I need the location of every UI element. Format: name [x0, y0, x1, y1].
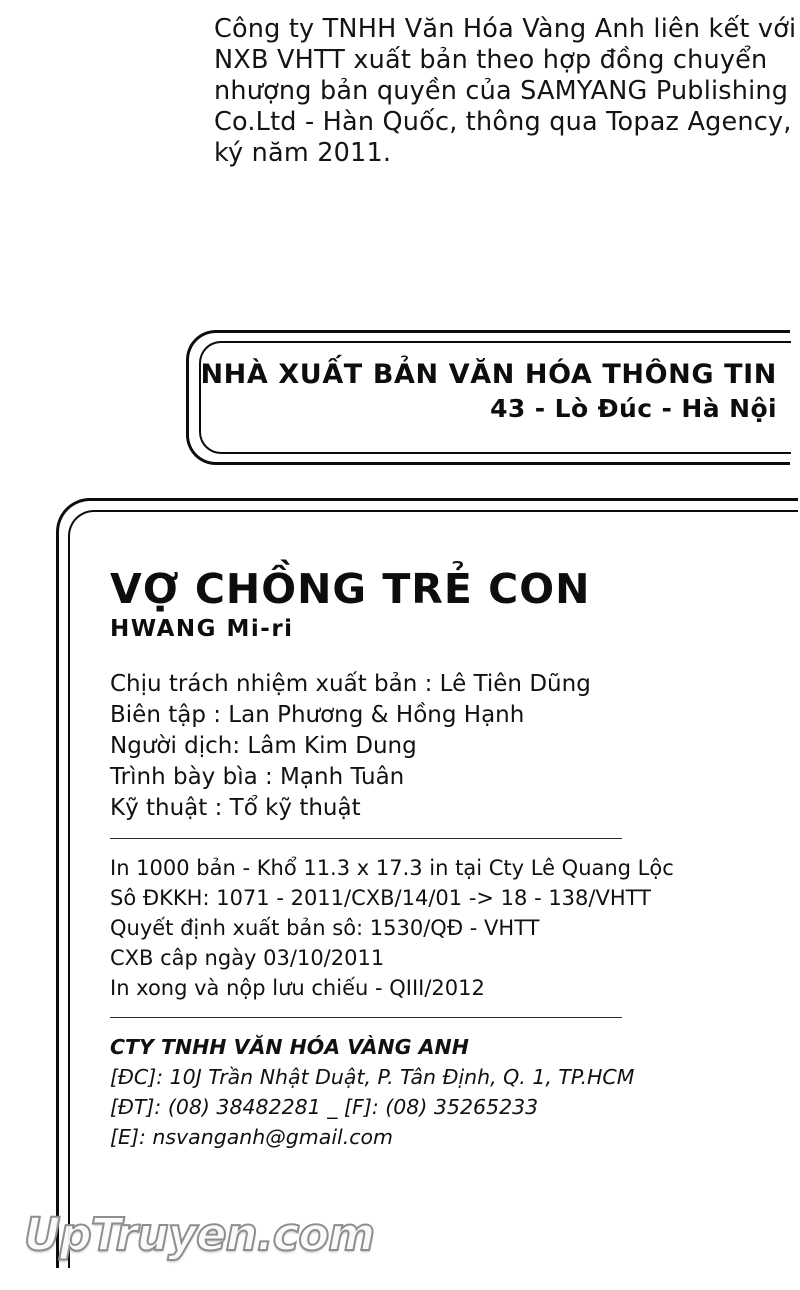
copyright-line-4: Co.Ltd - Hàn Quốc, thông qua Topaz Agency,	[214, 107, 792, 137]
copyright-notice	[214, 14, 797, 169]
book-author: HWANG Mi-ri	[110, 616, 294, 642]
production-line: CXB câp ngày 03/10/2011	[110, 946, 385, 970]
copyright-line-3: nhượng bản quyền của SAMYANG Publishing	[214, 76, 789, 106]
credit-line: Kỹ thuật : Tổ kỹ thuật	[110, 795, 361, 821]
company-name: CTY TNHH VĂN HÓA VÀNG ANH	[110, 1035, 469, 1059]
watermark-uptruyen: UpTruyen.com	[24, 1208, 375, 1261]
credit-line: Chịu trách nhiệm xuất bản : Lê Tiên Dũng	[110, 671, 591, 697]
credit-line: Trình bày bìa : Mạnh Tuân	[110, 764, 405, 790]
divider-bottom	[110, 1017, 622, 1018]
company-address: [ĐC]: 10J Trần Nhật Duật, P. Tân Định, Q. 1, TP.HCM	[110, 1065, 635, 1089]
book-title: VỢ CHỒNG TRẺ CON	[110, 565, 591, 613]
publisher-block	[200, 358, 777, 426]
copyright-line-1: Công ty TNHH Văn Hóa Vàng Anh liên kết với	[214, 14, 797, 44]
production-line: In xong và nộp lưu chiếu - QIII/2012	[110, 976, 485, 1000]
company-email: [E]: nsvanganh@gmail.com	[110, 1125, 394, 1149]
credit-line: Người dịch: Lâm Kim Dung	[110, 733, 417, 759]
copyright-line-5: ký năm 2011.	[214, 138, 392, 168]
credits-list	[110, 669, 770, 824]
production-line: In 1000 bản - Khổ 11.3 x 17.3 in tại Cty Lê Quang Lộc	[110, 856, 674, 880]
company-phone: [ĐT]: (08) 38482281 _ [F]: (08) 35265233	[110, 1095, 539, 1119]
colophon-block	[110, 565, 770, 1152]
company-block	[110, 1032, 770, 1152]
production-line: Quyết định xuất bản sô: 1530/QĐ - VHTT	[110, 916, 540, 940]
divider-top	[110, 838, 622, 839]
publisher-name: NHÀ XUẤT BẢN VĂN HÓA THÔNG TIN	[200, 359, 777, 390]
production-list	[110, 853, 770, 1003]
publisher-address: 43 - Lò Đúc - Hà Nội	[490, 394, 777, 423]
credit-line: Biên tập : Lan Phương & Hồng Hạnh	[110, 702, 525, 728]
copyright-line-2: NXB VHTT xuất bản theo hợp đồng chuyển	[214, 45, 768, 75]
production-line: Sô ĐKKH: 1071 - 2011/CXB/14/01 -> 18 - 138/VHTT	[110, 886, 651, 910]
